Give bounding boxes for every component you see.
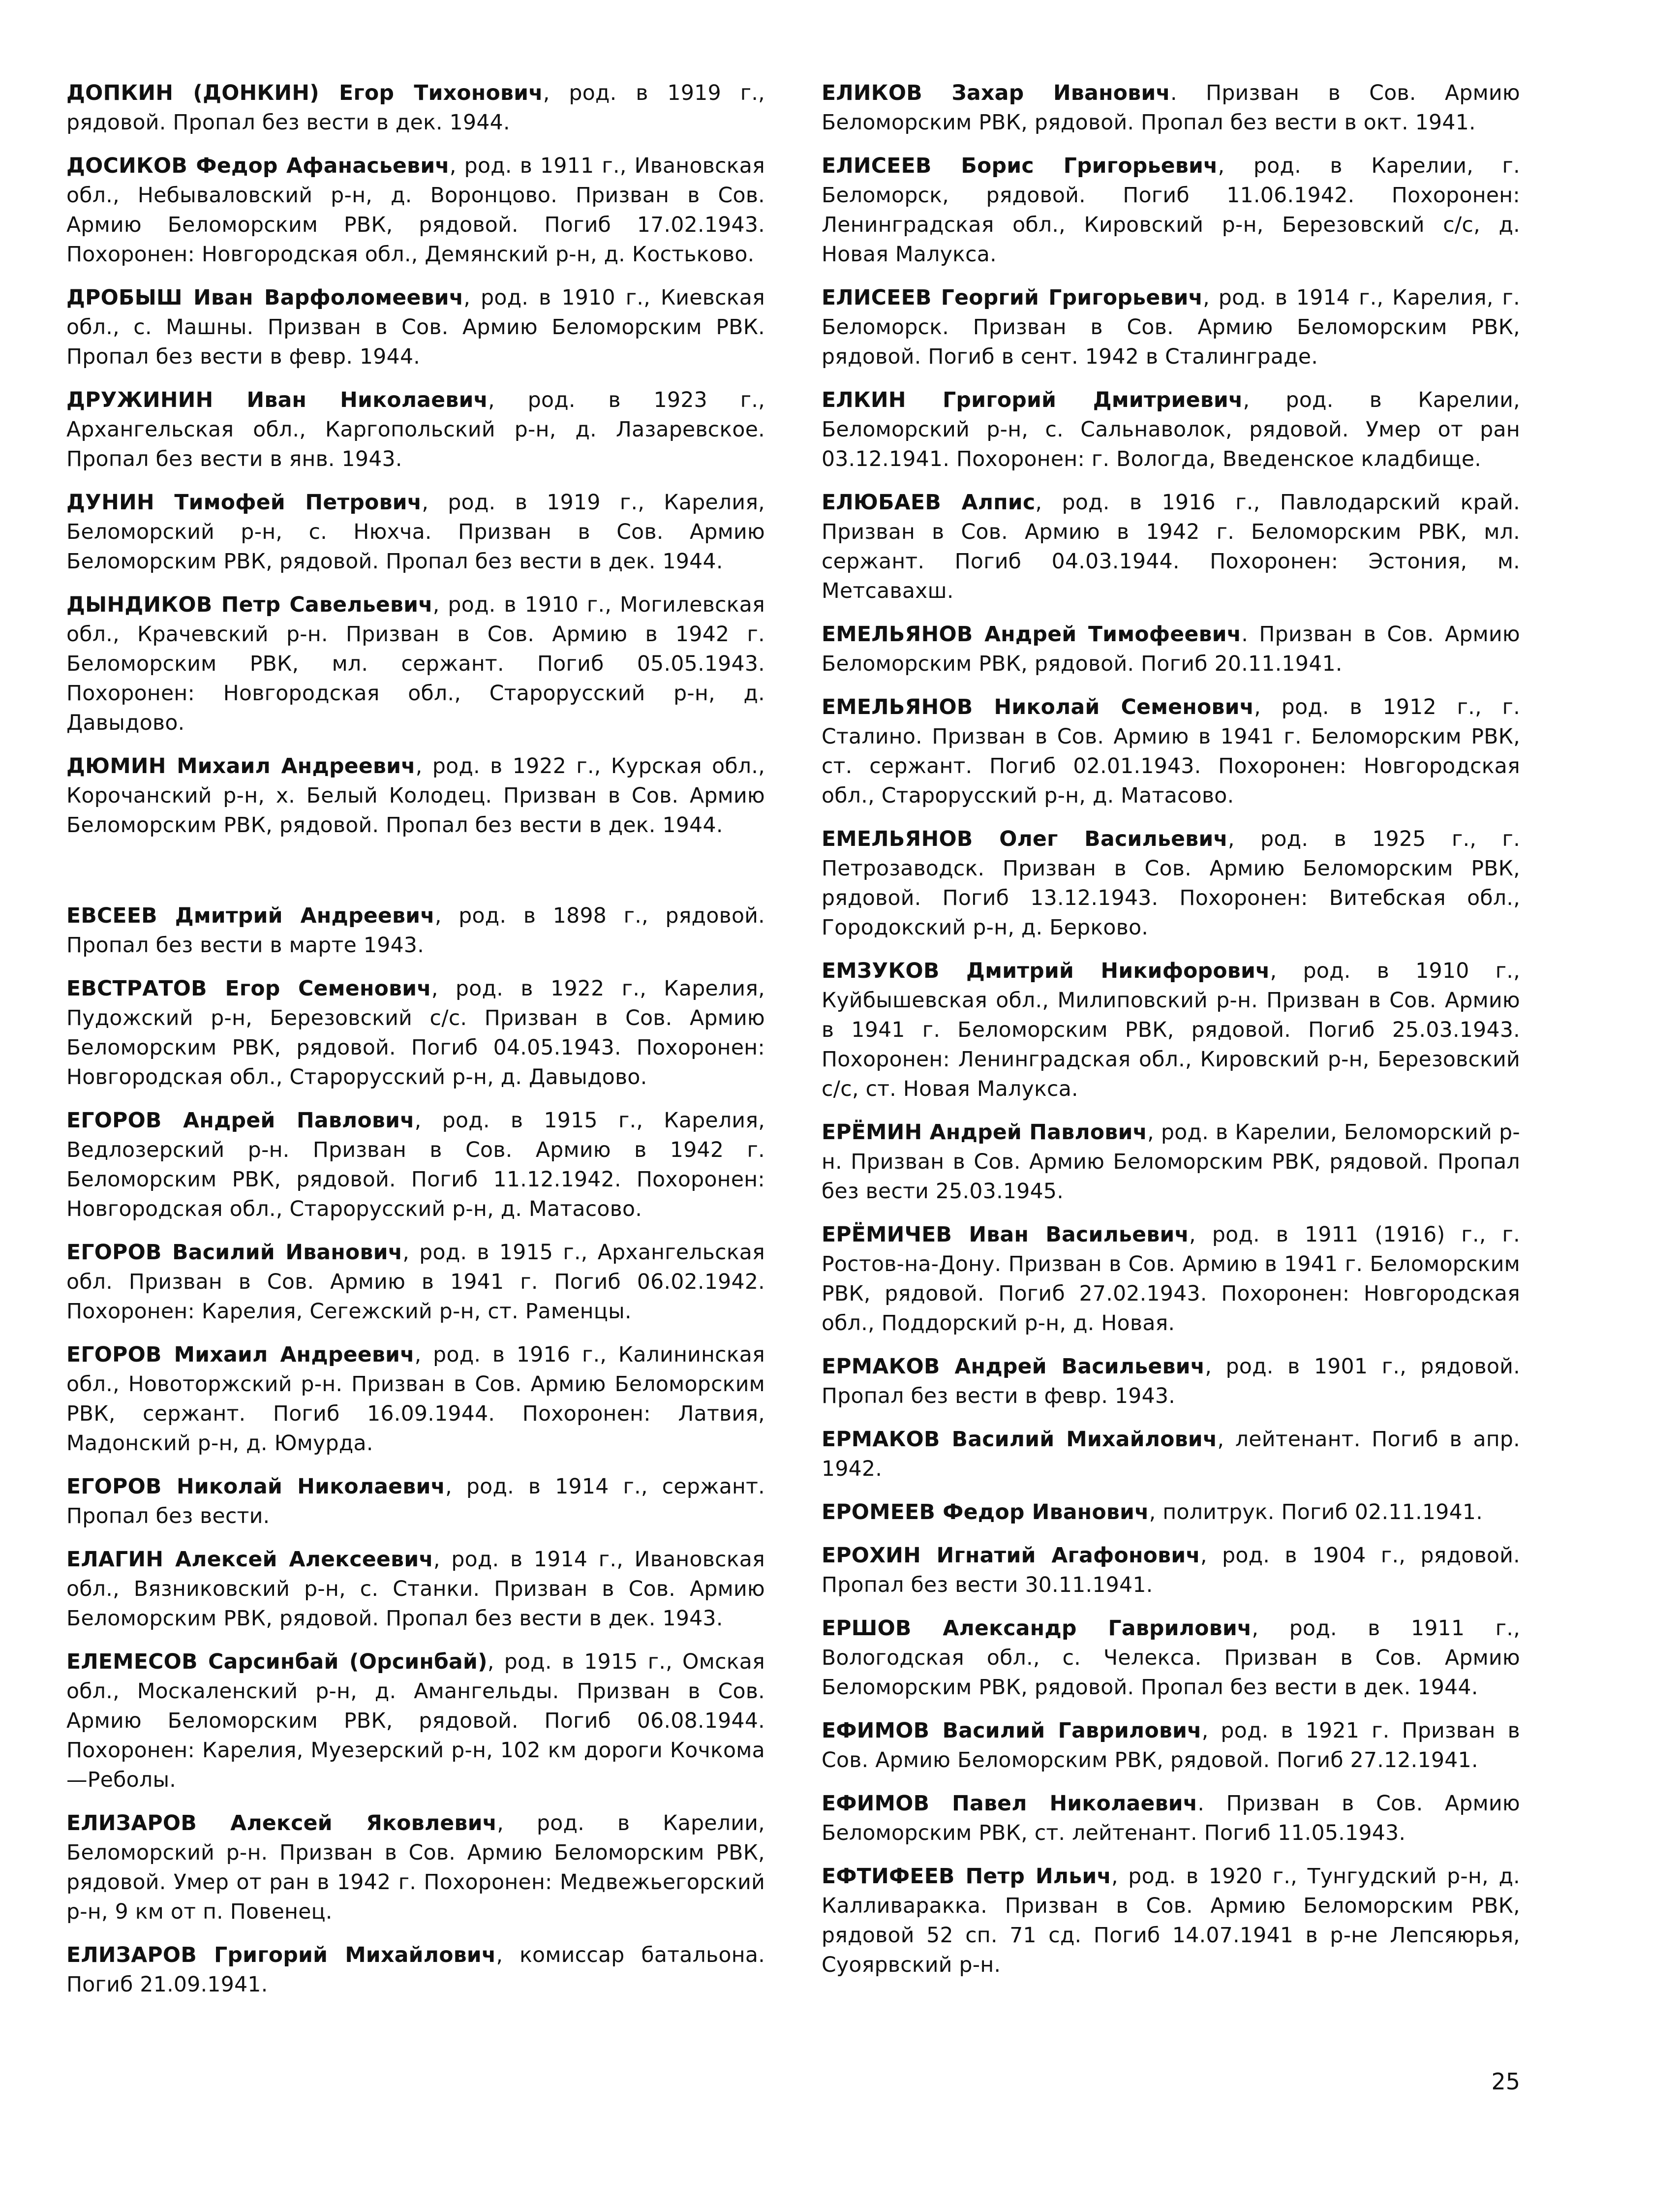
entry-text: , род. в 1898 г., рядовой. Пропал без вести в марте 1943.: [66, 904, 765, 958]
entry: [822, 283, 1520, 372]
entry-name: ЕВСТРАТОВ Егор Семенович: [66, 977, 431, 1001]
entry-name: ЕЛКИН Григорий Дмитриевич: [822, 388, 1243, 412]
entry-name: ЕГОРОВ Василий Иванович: [66, 1241, 403, 1265]
entry-name: ЕФИМОВ Василий Гаврилович: [822, 1719, 1202, 1743]
entry: [822, 386, 1520, 474]
entry-text: , род. в 1914 г., Ивановская обл., Вязниковский р-н, с. Станки. Призван в Сов. Армию Беломорским РВК, рядовой. Пропал без вести в дек. 1943.: [66, 1548, 765, 1631]
entry-text: , политрук. Погиб 02.11.1941.: [1149, 1500, 1483, 1524]
entry-text: , род. в Карелии, Беломорский р-н. Призван в Сов. Армию Беломорским РВК, рядовой. Пропал без вести 25.03.1945.: [822, 1120, 1520, 1204]
entry: [822, 1541, 1520, 1600]
entry-name: ЕЛИКОВ Захар Иванович: [822, 81, 1171, 105]
entry-text: . Призван в Сов. Армию Беломорским РВК, рядовой. Погиб 20.11.1941.: [822, 622, 1520, 676]
entry: [66, 974, 765, 1092]
entry-name: ЕРМАКОВ Андрей Васильевич: [822, 1355, 1205, 1379]
entry: [66, 752, 765, 840]
entry-name: ЕРОХИН Игнатий Агафонович: [822, 1544, 1200, 1568]
entry-text: , род. в 1911 г., Вологодская обл., с. Челекса. Призван в Сов. Армию Беломорским РВК, рядовой. Пропал без вести в дек. 1944.: [822, 1617, 1520, 1700]
entry-text: , род. в 1915 г., Омская обл., Москаленский р-н, д. Амангельды. Призван в Сов. Армию Беломорским РВК, рядовой. Погиб 06.08.1944. Похоронен: Карелия, Муезерский р-н, 102 км дороги Кочкома—Реболы.: [66, 1650, 765, 1792]
entry-text: , род. в 1920 г., Тунгудский р-н, д. Калливаракка. Призван в Сов. Армию Беломорским РВК, рядовой 52 сп. 71 сд. Погиб 14.07.1941 в р-не Лепсяюрья, Суоярвский р-н.: [822, 1865, 1520, 1977]
entry-text: , лейтенант. Погиб в апр. 1942.: [822, 1428, 1520, 1481]
entry: [822, 1862, 1520, 1980]
entry-text: , род. в 1919 г., Карелия, Беломорский р-н, с. Нюхча. Призван в Сов. Армию Беломорским РВК, рядовой. Пропал без вести в дек. 1944.: [66, 491, 765, 574]
entry-text: , род. в 1904 г., рядовой. Пропал без вести 30.11.1941.: [822, 1544, 1520, 1597]
entry-name: ЕЛИСЕЕВ Борис Григорьевич: [822, 154, 1218, 178]
entry-name: ЕРЁМИН Андрей Павлович: [822, 1120, 1148, 1145]
entry-name: ЕМЗУКОВ Дмитрий Никифорович: [822, 959, 1270, 983]
right-column: [822, 79, 1520, 1994]
entry: [822, 1789, 1520, 1848]
entry-name: ДУНИН Тимофей Петрович: [66, 491, 422, 515]
entry-name: ЕЛИЗАРОВ Алексей Яковлевич: [66, 1811, 497, 1835]
entry-text: , род. в 1923 г., Архангельская обл., Каргопольский р-н, д. Лазаревское. Пропал без вести в янв. 1943.: [66, 388, 765, 471]
entry: [822, 1716, 1520, 1775]
entry: [822, 79, 1520, 138]
entry-text: , род. в 1914 г., Карелия, г. Беломорск. Призван в Сов. Армию Беломорским РВК, рядовой. Погиб в сент. 1942 в Сталинграде.: [822, 286, 1520, 369]
entry-text: , род. в 1922 г., Карелия, Пудожский р-н, Березовский с/с. Призван в Сов. Армию Беломорским РВК, рядовой. Погиб 04.05.1943. Похоронен: Новгородская обл., Старорусский р-н, д. Давыдово.: [66, 977, 765, 1089]
entry-name: ЕРОМЕЕВ Федор Иванович: [822, 1500, 1149, 1524]
entry: [66, 1809, 765, 1927]
entry-name: ЕЛИСЕЕВ Георгий Григорьевич: [822, 286, 1203, 310]
entry-text: . Призван в Сов. Армию Беломорским РВК, ст. лейтенант. Погиб 11.05.1943.: [822, 1792, 1520, 1845]
entry-text: , род. в 1925 г., г. Петрозаводск. Призван в Сов. Армию Беломорским РВК, рядовой. Погиб 13.12.1943. Похоронен: Витебская обл., Городокский р-н, д. Берково.: [822, 827, 1521, 940]
entry-text: , род. в 1910 г., Могилевская обл., Крачевский р-н. Призван в Сов. Армию в 1942 г. Беломорским РВК, мл. сержант. Погиб 05.05.1943. Похоронен: Новгородская обл., Старорусский р-н, д. Давыдово.: [66, 593, 765, 735]
entry-name: ЕФТИФЕЕВ Петр Ильич: [822, 1865, 1112, 1889]
entry-name: ЕМЕЛЬЯНОВ Олег Васильевич: [822, 827, 1228, 851]
entry-text: , род. в Карелии, Беломорский р-н. Призван в Сов. Армию Беломорским РВК, рядовой. Умер от ран в 1942 г. Похоронен: Медвежьегорский р-н, 9 км от п. Повенец.: [66, 1811, 765, 1924]
entry-name: ЕЛЕМЕСОВ Сарсинбай (Орсинбай): [66, 1650, 488, 1674]
entry-name: ЕГОРОВ Михаил Андреевич: [66, 1343, 415, 1367]
entry-name: ЕРМАКОВ Василий Михайлович: [822, 1428, 1218, 1452]
entry-name: ЕВСЕЕВ Дмитрий Андреевич: [66, 904, 435, 928]
entry: [66, 1106, 765, 1224]
entry: [66, 1941, 765, 2000]
entry: [66, 1648, 765, 1795]
page-number: 25: [1491, 2068, 1520, 2095]
entry-name: ДЫНДИКОВ Петр Савельевич: [66, 593, 433, 617]
entry: [822, 693, 1520, 811]
entry-name: ЕФИМОВ Павел Николаевич: [822, 1792, 1198, 1816]
entry-text: , род. в Карелии, Беломорский р-н, с. Сальнаволок, рядовой. Умер от ран 03.12.1941. Похоронен: г. Вологда, Введенское кладбище.: [822, 388, 1520, 471]
entry: [66, 1340, 765, 1459]
entry-name: ДРОБЫШ Иван Варфоломеевич: [66, 286, 464, 310]
entry-text: , род. в 1910 г., Куйбышевская обл., Милиповский р-н. Призван в Сов. Армию в 1941 г. Беломорским РВК, рядовой. Погиб 25.03.1943. Похоронен: Ленинградская обл., Кировский р-н, Березовский с/с, ст. Новая Малукса.: [822, 959, 1520, 1101]
entry-text: , род. в 1914 г., сержант. Пропал без вести.: [66, 1475, 765, 1528]
entry: [66, 488, 765, 577]
entry: [822, 488, 1520, 606]
entry-name: ДЮМИН Михаил Андреевич: [66, 754, 416, 778]
entry: [66, 283, 765, 372]
entry-name: ЕМЕЛЬЯНОВ Николай Семенович: [822, 695, 1254, 719]
entry: [822, 1498, 1520, 1527]
entry-text: , род. в 1912 г., г. Сталино. Призван в Сов. Армию в 1941 г. Беломорским РВК, ст. сержант. Погиб 02.01.1943. Похоронен: Новгородская обл., Старорусский р-н, д. Матасово.: [822, 695, 1521, 808]
entry-text: , род. в 1911 г., Ивановская обл., Небываловский р-н, д. Воронцово. Призван в Сов. Армию Беломорским РВК, рядовой. Погиб 17.02.1943. Похоронен: Новгородская обл., Демянский р-н, д. Костьково.: [66, 154, 765, 267]
entry-text: , род. в 1910 г., Киевская обл., с. Машны. Призван в Сов. Армию Беломорским РВК. Пропал без вести в февр. 1944.: [66, 286, 765, 369]
entry-text: , род. в 1916 г., Калининская обл., Новоторжский р-н. Призван в Сов. Армию Беломорским РВК, сержант. Погиб 16.09.1944. Похоронен: Латвия, Мадонский р-н, д. Юмурда.: [66, 1343, 765, 1456]
entry: [822, 152, 1520, 270]
entry-text: , род. в 1919 г., рядовой. Пропал без вести в дек. 1944.: [66, 81, 765, 135]
entry-name: ДОПКИН (ДОНКИН) Егор Тихонович: [66, 81, 543, 105]
entry-name: ЕРЁМИЧЕВ Иван Васильевич: [822, 1223, 1190, 1247]
entry-text: , комиссар батальона. Погиб 21.09.1941.: [66, 1943, 765, 1997]
entry-text: , род. в 1916 г., Павлодарский край. Призван в Сов. Армию в 1942 г. Беломорским РВК, мл. сержант. Погиб 04.03.1944. Похоронен: Эстония, м. Метсавахш.: [822, 491, 1520, 603]
entry: [66, 902, 765, 961]
entry: [822, 1425, 1520, 1484]
entry-name: ЕЛИЗАРОВ Григорий Михайлович: [66, 1943, 496, 1967]
entry-name: ЕРШОВ Александр Гаврилович: [822, 1617, 1252, 1641]
entry-text: , род. в Карелии, г. Беломорск, рядовой. Погиб 11.06.1942. Похоронен: Ленинградская обл., Кировский р-н, Березовский с/с, д. Новая Малукса.: [822, 154, 1520, 267]
entry: [66, 1545, 765, 1634]
entry-text: , род. в 1921 г. Призван в Сов. Армию Беломорским РВК, рядовой. Погиб 27.12.1941.: [822, 1719, 1521, 1773]
entry-text: , род. в 1915 г., Карелия, Ведлозерский р-н. Призван в Сов. Армию в 1942 г. Беломорским РВК, рядовой. Погиб 11.12.1942. Похоронен: Новгородская обл., Старорусский р-н, д. Матасово.: [66, 1109, 765, 1221]
entry: [66, 1472, 765, 1531]
entry: [66, 591, 765, 738]
entry-name: ЕГОРОВ Николай Николаевич: [66, 1475, 446, 1499]
left-column: [66, 79, 765, 2014]
entry: [822, 1614, 1520, 1703]
entry: [66, 152, 765, 270]
entry: [822, 1352, 1520, 1411]
entry-name: ДОСИКОВ Федор Афанасьевич: [66, 154, 450, 178]
entry: [822, 1220, 1520, 1338]
entry: [822, 957, 1520, 1104]
entry-text: , род. в 1901 г., рядовой. Пропал без вести в февр. 1943.: [822, 1355, 1521, 1408]
entry: [822, 1118, 1520, 1207]
entry: [66, 1238, 765, 1327]
entry-name: ЕГОРОВ Андрей Павлович: [66, 1109, 415, 1133]
entry-name: ЕЛЮБАЕВ Алпис: [822, 491, 1036, 515]
entry: [822, 620, 1520, 679]
entry-text: . Призван в Сов. Армию Беломорским РВК, рядовой. Пропал без вести в окт. 1941.: [822, 81, 1520, 135]
entry: [822, 825, 1520, 943]
entry: [66, 386, 765, 474]
entry-text: , род. в 1922 г., Курская обл., Корочанский р-н, х. Белый Колодец. Призван в Сов. Армию Беломорским РВК, рядовой. Пропал без вести в дек. 1944.: [66, 754, 765, 838]
section-gap: [66, 854, 765, 902]
entry-text: , род. в 1915 г., Архангельская обл. Призван в Сов. Армию в 1941 г. Погиб 06.02.1942. Похоронен: Карелия, Сегежский р-н, ст. Раменцы.: [66, 1241, 765, 1324]
entry-text: , род. в 1911 (1916) г., г. Ростов-на-Дону. Призван в Сов. Армию в 1941 г. Беломорским РВК, рядовой. Погиб 27.02.1943. Похоронен: Новгородская обл., Поддорский р-н, д. Новая.: [822, 1223, 1520, 1336]
entry: [66, 79, 765, 138]
entry-name: ЕМЕЛЬЯНОВ Андрей Тимофеевич: [822, 622, 1242, 647]
entry-name: ДРУЖИНИН Иван Николаевич: [66, 388, 489, 412]
entry-name: ЕЛАГИН Алексей Алексеевич: [66, 1548, 433, 1572]
